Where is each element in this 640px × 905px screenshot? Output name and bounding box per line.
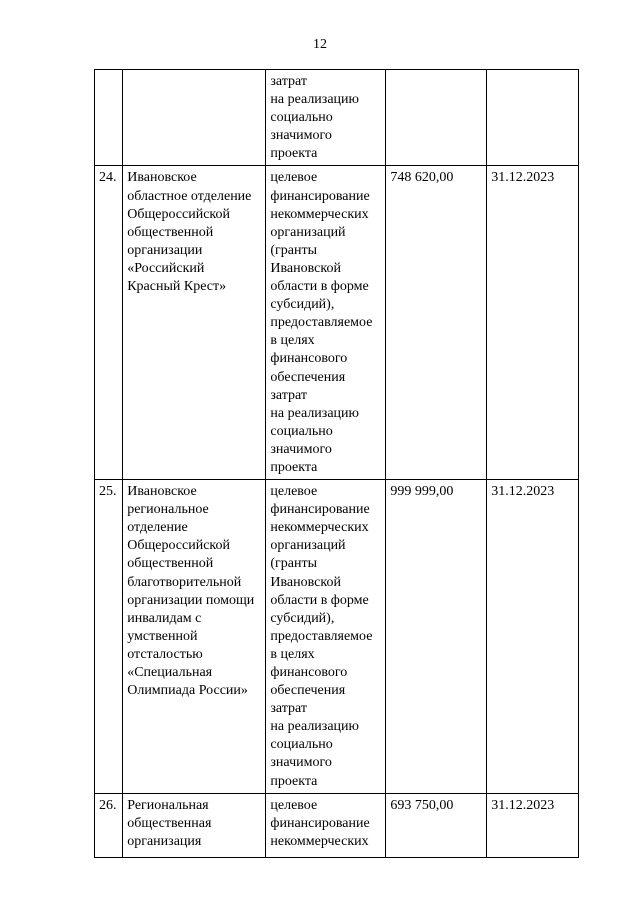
organization-line: региональное — [127, 502, 209, 518]
purpose-line: финансирование — [270, 188, 370, 204]
amount-value: 999 999,00 — [390, 484, 454, 500]
organization-cell — [123, 793, 266, 857]
purpose-line: финансового — [270, 351, 348, 367]
organization-line: инвалидам с — [127, 610, 202, 626]
purpose-line: предоставляемое — [270, 628, 373, 644]
purpose-line: обеспечения — [270, 683, 346, 699]
table-row — [95, 793, 579, 857]
organization-line: Общероссийской — [127, 538, 231, 554]
organization-line: организация — [127, 833, 202, 849]
purpose-text — [270, 169, 381, 477]
organization-name — [127, 797, 261, 851]
organization-cell — [123, 480, 266, 794]
row-number-cell — [95, 70, 123, 166]
date-value: 31.12.2023 — [491, 170, 555, 186]
organization-line: Олимпиада России» — [127, 683, 248, 699]
purpose-line: социально — [270, 737, 333, 753]
purpose-line: некоммерческих — [270, 520, 369, 536]
amount-cell — [386, 480, 487, 794]
purpose-line: целевое — [270, 797, 318, 813]
purpose-line: на реализацию — [270, 92, 359, 108]
organization-name — [127, 169, 261, 296]
purpose-line: финансового — [270, 665, 348, 680]
purpose-line: целевое — [270, 484, 318, 500]
purpose-line: в целях — [270, 646, 315, 662]
purpose-line: предоставляемое — [270, 315, 373, 331]
amount-value: 693 750,00 — [390, 797, 454, 813]
organization-line: Ивановское — [127, 484, 197, 500]
date-cell — [487, 70, 579, 166]
amount-value: 748 620,00 — [390, 170, 454, 186]
organization-line: Ивановское — [127, 170, 197, 186]
amount-cell — [386, 166, 487, 480]
purpose-line: финансирование — [270, 815, 370, 831]
organization-line: Региональная — [127, 797, 209, 813]
table-row — [95, 166, 579, 480]
purpose-line: проекта — [270, 773, 318, 789]
organization-line: «Специальная — [127, 665, 213, 680]
purpose-text — [270, 797, 381, 851]
purpose-text — [270, 73, 381, 163]
row-number: 24. — [99, 170, 117, 186]
purpose-text — [270, 483, 381, 791]
purpose-line: Ивановской — [270, 574, 341, 590]
purpose-line: области в форме — [270, 279, 369, 295]
purpose-line: значимого — [270, 441, 332, 457]
purpose-line: субсидий), — [270, 610, 335, 626]
organization-line: Красный Крест» — [127, 279, 227, 295]
row-number-cell — [95, 166, 123, 480]
purpose-line: значимого — [270, 128, 332, 144]
organization-cell — [123, 166, 266, 480]
organization-name — [127, 483, 261, 700]
table-row-continued — [95, 70, 579, 166]
purpose-line: (гранты — [270, 242, 318, 258]
purpose-line: проекта — [270, 459, 318, 475]
date-cell — [487, 166, 579, 480]
purpose-line: в целях — [270, 333, 315, 349]
purpose-line: проекта — [270, 146, 318, 162]
page-number: 12 — [313, 37, 327, 52]
purpose-line: субсидий), — [270, 297, 335, 313]
purpose-line: области в форме — [270, 592, 369, 608]
organization-line: отделение — [127, 520, 188, 536]
date-value: 31.12.2023 — [491, 484, 555, 500]
organization-line: общественной — [127, 556, 214, 572]
organization-line: организации помощи — [127, 592, 255, 608]
organization-line: отсталостью — [127, 646, 203, 662]
purpose-line: организаций — [270, 538, 346, 554]
purpose-line: некоммерческих — [270, 206, 369, 222]
grants-table — [94, 69, 579, 858]
purpose-cell — [266, 166, 386, 480]
organization-line: общественной — [127, 224, 214, 240]
organization-line: «Российский — [127, 260, 205, 276]
organization-line: областное отделение — [127, 188, 252, 204]
purpose-line: финансирование — [270, 502, 370, 518]
amount-cell — [386, 793, 487, 857]
purpose-cell — [266, 480, 386, 794]
purpose-line: Ивановской — [270, 260, 341, 276]
purpose-line: на реализацию — [270, 405, 359, 421]
organization-cell — [123, 70, 266, 166]
table-row — [95, 480, 579, 794]
organization-line: благотворительной — [127, 574, 242, 590]
date-cell — [487, 480, 579, 794]
organization-line: умственной — [127, 628, 198, 644]
purpose-line: значимого — [270, 755, 332, 771]
organization-line: организации — [127, 242, 203, 258]
purpose-line: (гранты — [270, 556, 318, 572]
purpose-line: затрат — [270, 387, 308, 403]
purpose-line: затрат — [270, 74, 308, 89]
purpose-line: целевое — [270, 170, 318, 186]
row-number-cell — [95, 480, 123, 794]
purpose-line: обеспечения — [270, 369, 346, 385]
purpose-cell — [266, 70, 386, 166]
organization-line: общественная — [127, 815, 212, 831]
purpose-line: некоммерческих — [270, 833, 369, 849]
purpose-cell — [266, 793, 386, 857]
date-value: 31.12.2023 — [491, 797, 555, 813]
purpose-line: социально — [270, 423, 333, 439]
purpose-line: социально — [270, 110, 333, 126]
purpose-line: организаций — [270, 224, 346, 240]
row-number: 26. — [99, 797, 117, 813]
purpose-line: на реализацию — [270, 719, 359, 735]
organization-line: Общероссийской — [127, 206, 231, 222]
purpose-line: затрат — [270, 701, 308, 717]
row-number-cell — [95, 793, 123, 857]
amount-cell — [386, 70, 487, 166]
row-number: 25. — [99, 484, 117, 500]
date-cell — [487, 793, 579, 857]
